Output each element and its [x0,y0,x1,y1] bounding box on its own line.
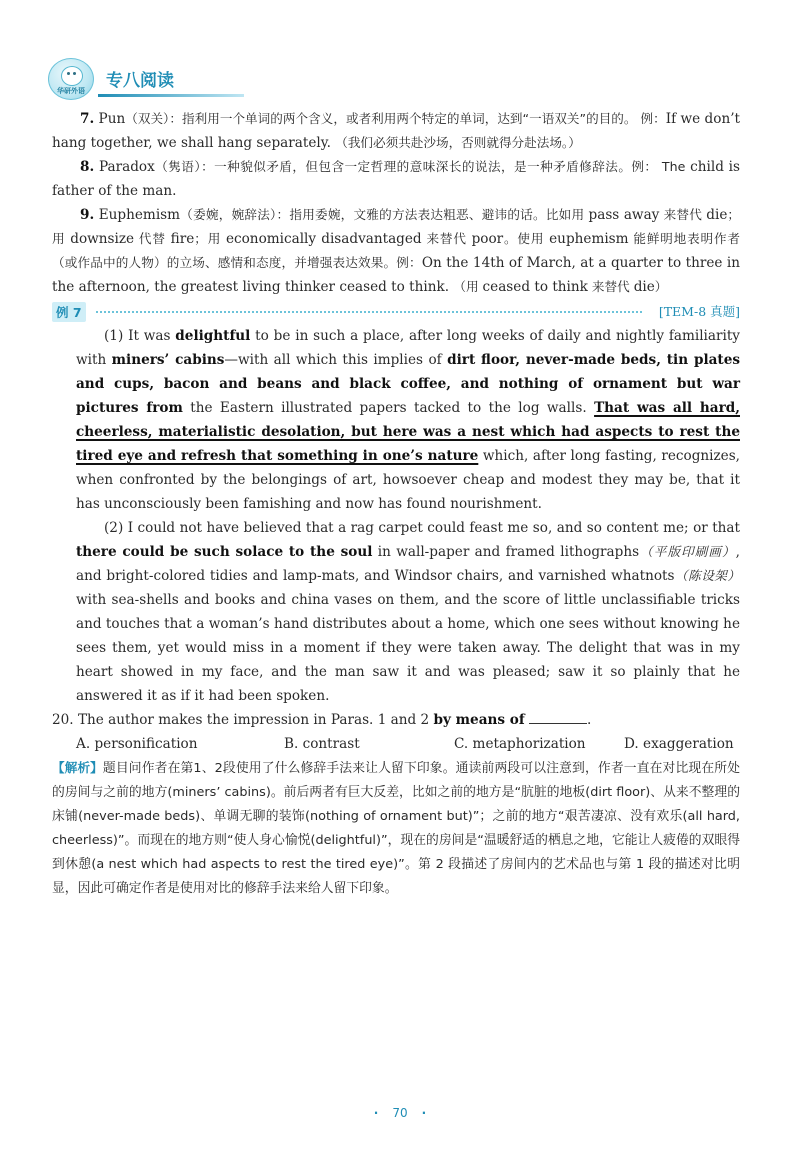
analysis-paragraph: 【解析】题目问作者在第1、2段使用了什么修辞手法来让人留下印象。通读前两段可以注意到，作者一直在对比现在所处的房间与之前的地方(miners’ cabins)。前后两者有巨大反差，比如之前的地方是“肮脏的地板(dirt floor)、从来不整理的床铺(never-made beds)、单调无聊的装饰(nothing of ornament but)”；之前的地方“艰苦凄凉、没有欢乐(all hard, cheerless)”。而现在的地方则“使人身心愉悦(delightful)”，现在的房间是“温暖舒适的栖息之地，它能让人疲倦的双眼得到休憩(a nest which had aspects to rest the tired eye)”。第 2 段描述了房间内的艺术品也与第 1 段的描述对比明显，因此可确定作者是使用对比的修辞手法来给人留下印象。 [52,760,740,896]
underlined-sentence: That was all hard, cheerless, materialistic desolation, but here was a nest which had aspects to rest the tired eye and refresh that something in one’s nature [76,400,740,464]
publisher-logo-icon [48,58,94,100]
definition-euphemism: 9. Euphemism（委婉，婉辞法）：指用委婉，文雅的方法表达粗恶、避讳的话。比如用 pass away 来替代 die；用 downsize 代替 fire；用 economically disadvantaged 来替代 poor。使用 euphemism 能鲜明地表明作者（或作品中的人物）的立场、感情和态度，并增强表达效果。例：On the 14th of March, at a quarter to three in the afternoon, the greatest living thinker ceased to think. （用 ceased to think 来替代 die） [52,207,741,295]
analysis-label: 【解析】 [52,760,103,775]
page-header [48,58,248,98]
passage-paragraph-2: (2) I could not have believed that a rag carpet could feast me so, and so content me; or that there could be such solace to the soul in wall-paper and framed lithographs（平版印刷画）, and bright-colored tidies and lamp-mats, and Windsor chairs, and varnished whatnots（陈设架） with sea-shells and books and china vases on them, and the score of little unclassifiable tricks and touches that a woman’s hand distributes about a home, which one sees without knowing he sees them, yet would miss in a moment if they were taken away. The delight that was in my heart showed in my face, and the man saw it and was pleased; saw it so plainly that he answered it as if it had been spoken. [76,520,741,704]
mascot-face-icon [61,66,83,86]
definition-pun: 7. Pun（双关）：指利用一个单词的两个含义，或者利用两个特定的单词，达到“一语双关”的目的。 例：If we don’t hang together, we shall hang separately. （我们必须共赴沙场，否则就得分赴法场。） [52,111,740,151]
option-a: A. personification [76,736,198,752]
answer-options [52,732,740,756]
dotted-divider [96,311,642,313]
reading-passage [52,324,740,708]
option-c: C. metaphorization [454,736,586,752]
page-number: · 70 · [373,1106,427,1120]
option-b: B. contrast [284,736,360,752]
definition-paradox: 8. Paradox（隽语）：一种貌似矛盾，但包含一定哲理的意味深长的说法，是一种矛盾修辞法。例： The child is father of the man. [52,159,740,199]
passage-paragraph-1: (1) It was delightful to be in such a place, after long weeks of daily and nightly familiarity with miners’ cabins—with all which this implies of dirt floor, never-made beds, tin plates and cups, bacon and beans and black coffee, and nothing of ornament but war pictures from the Eastern illustrated papers tacked to the log walls. That was all hard, cheerless, materialistic desolation, but here was a nest which had aspects to rest the tired eye and refresh that something in one’s nature which, after long fasting, recognizes, when confronted by the belongings of art, howsoever cheap and modest they may be, that it has unconsciously been famishing and now has found nourishment. [76,328,741,512]
example-label: 例 7 [52,302,86,322]
option-d: D. exaggeration [624,736,734,752]
example-source: [TEM-8 真题] [658,304,740,319]
answer-blank [529,709,587,724]
section-title: 专八阅读 [106,71,174,91]
page-content [52,107,740,901]
example-header [52,300,740,322]
logo-text: 华研外语 [57,87,85,95]
title-underline [98,94,244,97]
question-stem: 20. The author makes the impression in Paras. 1 and 2 by means of . [52,708,740,732]
